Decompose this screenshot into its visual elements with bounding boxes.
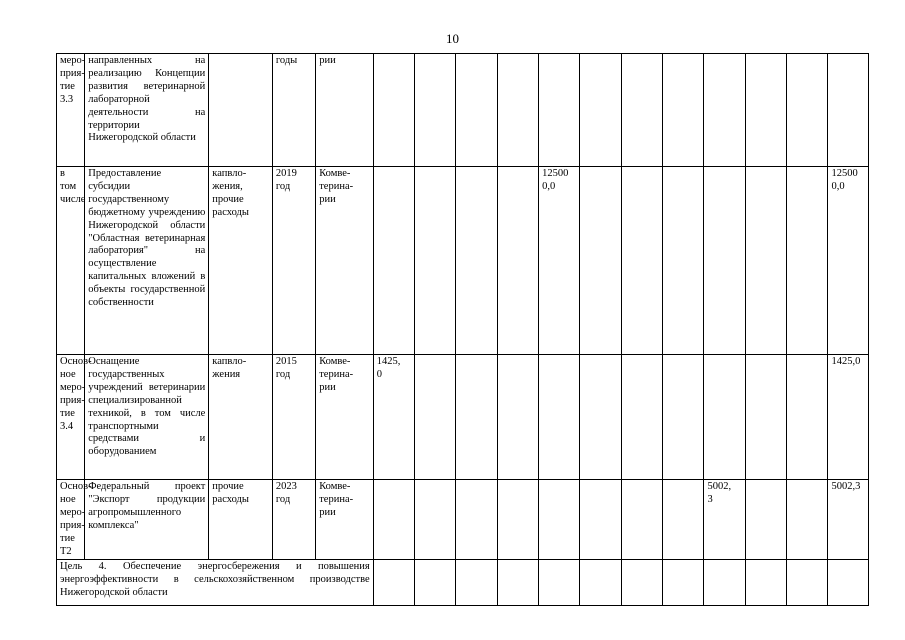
value-cell — [787, 54, 828, 167]
value-cell — [663, 560, 704, 606]
page-number: 10 — [446, 31, 459, 46]
value-cell — [787, 480, 828, 560]
value-cell — [415, 54, 456, 167]
measure-code-cell: Основ- ное меро- прия- тие 3.4 — [57, 355, 85, 480]
value-cell — [787, 167, 828, 355]
value-cell — [663, 480, 704, 560]
goal-row — [57, 560, 869, 606]
expense-type-cell: прочие расходы — [209, 480, 273, 560]
total-value-cell: 5002,3 — [828, 480, 869, 560]
value-cell — [456, 355, 497, 480]
measure-code-cell: Основ- ное меро- прия- тие Т2 — [57, 480, 85, 560]
value-cell — [539, 480, 580, 560]
total-value-cell — [828, 54, 869, 167]
value-cell — [456, 54, 497, 167]
value-cell — [787, 355, 828, 480]
value-cell — [497, 167, 538, 355]
value-cell — [704, 54, 745, 167]
value-cell — [704, 355, 745, 480]
value-cell — [415, 480, 456, 560]
measure-name-cell: Федеральный проект "Экспорт продукции агропромышленного комплекса" — [85, 480, 209, 560]
value-cell — [745, 560, 786, 606]
value-cell — [704, 167, 745, 355]
value-cell — [497, 355, 538, 480]
value-cell — [621, 480, 662, 560]
value-cell — [745, 355, 786, 480]
value-cell — [456, 167, 497, 355]
table-row — [57, 54, 869, 167]
value-cell: 5002, 3 — [704, 480, 745, 560]
budget-table — [56, 53, 869, 606]
value-cell — [621, 355, 662, 480]
period-cell: 2019 год — [272, 167, 315, 355]
value-cell — [456, 560, 497, 606]
value-cell — [539, 560, 580, 606]
value-cell — [580, 167, 621, 355]
expense-type-cell — [209, 54, 273, 167]
value-cell — [580, 355, 621, 480]
value-cell — [415, 355, 456, 480]
value-cell — [621, 560, 662, 606]
value-cell: 12500 0,0 — [539, 167, 580, 355]
value-cell — [663, 355, 704, 480]
value-cell — [621, 167, 662, 355]
value-cell — [415, 167, 456, 355]
value-cell — [539, 355, 580, 480]
measure-name-cell: Оснащение государственных учреждений ветеринарии специализированной техникой, в том числе транспортными средствами и оборудованием — [85, 355, 209, 480]
value-cell — [745, 54, 786, 167]
value-cell — [745, 167, 786, 355]
value-cell — [456, 480, 497, 560]
value-cell — [745, 480, 786, 560]
total-value-cell: 1425,0 — [828, 355, 869, 480]
period-cell: 2015 год — [272, 355, 315, 480]
executor-cell: Комве- терина- рии — [316, 355, 373, 480]
value-cell — [580, 54, 621, 167]
table-row — [57, 480, 869, 560]
total-value-cell: 12500 0,0 — [828, 167, 869, 355]
table-row — [57, 355, 869, 480]
executor-cell: Комве- терина- рии — [316, 480, 373, 560]
value-cell — [704, 560, 745, 606]
measure-code-cell: меро- прия- тие 3.3 — [57, 54, 85, 167]
value-cell — [580, 560, 621, 606]
value-cell — [580, 480, 621, 560]
goal-title-cell: Цель 4. Обеспечение энергосбережения и повышения энергоэффективности в сельскохозяйственном производстве Нижегородской области — [57, 560, 374, 606]
expense-type-cell: капвло- жения — [209, 355, 273, 480]
period-cell: 2023 год — [272, 480, 315, 560]
value-cell — [663, 54, 704, 167]
measure-code-cell: в том числе — [57, 167, 85, 355]
executor-cell: рии — [316, 54, 373, 167]
value-cell: 1425, 0 — [373, 355, 414, 480]
value-cell — [373, 167, 414, 355]
value-cell — [373, 560, 414, 606]
value-cell — [373, 54, 414, 167]
measure-name-cell: Предоставление субсидии государственному бюджетному учреждению Нижегородской области "Областная ветеринарная лаборатория" на осуществление капитальных вложений в объекты государственной собственности — [85, 167, 209, 355]
value-cell — [497, 480, 538, 560]
period-cell: годы — [272, 54, 315, 167]
value-cell — [539, 54, 580, 167]
value-cell — [415, 560, 456, 606]
value-cell — [497, 54, 538, 167]
value-cell — [497, 560, 538, 606]
value-cell — [663, 167, 704, 355]
measure-name-cell: направленных на реализацию Концепции развития ветеринарной лабораторной деятельности на территории Нижегородской области — [85, 54, 209, 167]
table-row — [57, 167, 869, 355]
value-cell — [787, 560, 828, 606]
value-cell — [828, 560, 869, 606]
executor-cell: Комве- терина- рии — [316, 167, 373, 355]
value-cell — [373, 480, 414, 560]
expense-type-cell: капвло- жения, прочие расходы — [209, 167, 273, 355]
value-cell — [621, 54, 662, 167]
